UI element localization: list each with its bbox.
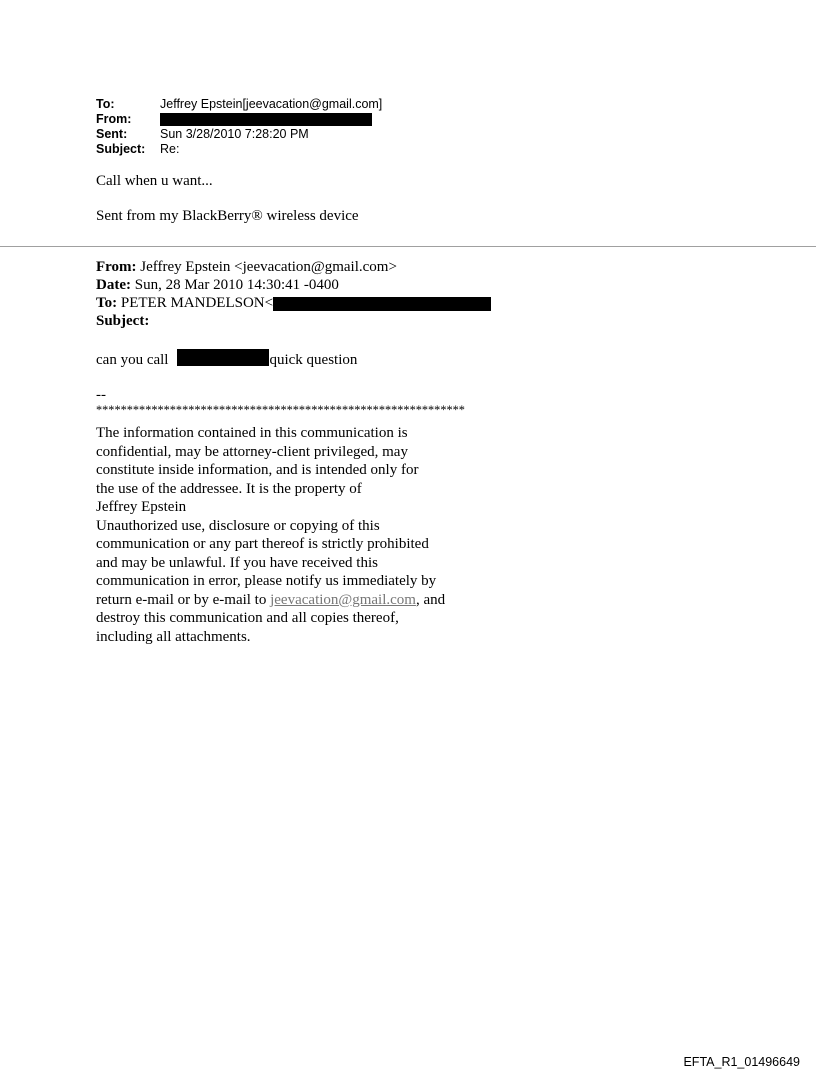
header-from-row (96, 112, 382, 127)
quoted-to-row (96, 294, 491, 312)
email-link[interactable]: jeevacation@gmail.com (270, 591, 416, 608)
quoted-header (96, 258, 491, 330)
body-redaction (177, 349, 269, 366)
to-label: To: (96, 97, 115, 111)
from-label: From: (96, 112, 132, 126)
signature-dashes: -- (96, 387, 106, 403)
reply-body: Call when u want... (96, 173, 213, 189)
quoted-date-row (96, 276, 491, 294)
sent-label: Sent: (96, 127, 128, 141)
quoted-subject-label: Subject: (96, 313, 150, 329)
to-value: Jeffrey Epstein[jeevacation@gmail.com] (160, 97, 383, 111)
disclaimer-line: and may be unlawful. If you have received this (96, 554, 378, 571)
signature-stars: ************************************************************ (96, 403, 465, 417)
quoted-from-value: Jeffrey Epstein <jeevacation@gmail.com> (136, 259, 397, 275)
from-redaction (160, 113, 372, 126)
disclaimer-line: confidential, may be attorney-client privileged, may (96, 443, 408, 460)
disclaimer-line: Jeffrey Epstein (96, 499, 187, 515)
email-header (96, 97, 382, 157)
header-subject-row (96, 142, 382, 157)
quoted-from-label: From: (96, 259, 137, 275)
quoted-body (96, 349, 357, 369)
quoted-date-value: Sun, 28 Mar 2010 14:30:41 -0400 (130, 277, 339, 293)
disclaimer (96, 424, 445, 646)
quoted-to-label: To: (96, 295, 118, 311)
return-prefix: return e-mail or by e-mail to (96, 591, 271, 608)
subject-value: Re: (160, 142, 180, 156)
reply-signature: Sent from my BlackBerry® wireless device (96, 208, 359, 224)
document-id: EFTA_R1_01496649 (683, 1055, 800, 1069)
quoted-to-redaction (273, 297, 491, 311)
quoted-from-row (96, 258, 491, 276)
disclaimer-line: including all attachments. (96, 628, 251, 645)
quoted-body-before: can you call (96, 352, 169, 368)
sent-value: Sun 3/28/2010 7:28:20 PM (160, 127, 309, 141)
quoted-body-after: quick question (269, 352, 358, 368)
disclaimer-line: communication or any part thereof is strictly prohibited (96, 536, 429, 552)
disclaimer-line: Unauthorized use, disclosure or copying of this (96, 517, 380, 534)
disclaimer-line: the use of the addressee. It is the property of (96, 480, 362, 497)
quoted-to-value: PETER MANDELSON< (117, 295, 274, 311)
disclaimer-line: constitute inside information, and is intended only for (96, 462, 419, 478)
quoted-subject-row (96, 312, 491, 330)
header-to-row (96, 97, 382, 112)
quoted-date-label: Date: (96, 277, 131, 293)
subject-label: Subject: (96, 142, 146, 156)
disclaimer-line: destroy this communication and all copies thereof, (96, 610, 399, 626)
disclaimer-line: The information contained in this communication is (96, 425, 408, 441)
return-suffix: , and (415, 591, 446, 608)
disclaimer-line: communication in error, please notify us immediately by (96, 573, 437, 589)
disclaimer-return-line (96, 591, 445, 610)
header-sent-row (96, 127, 382, 142)
divider (0, 246, 816, 247)
